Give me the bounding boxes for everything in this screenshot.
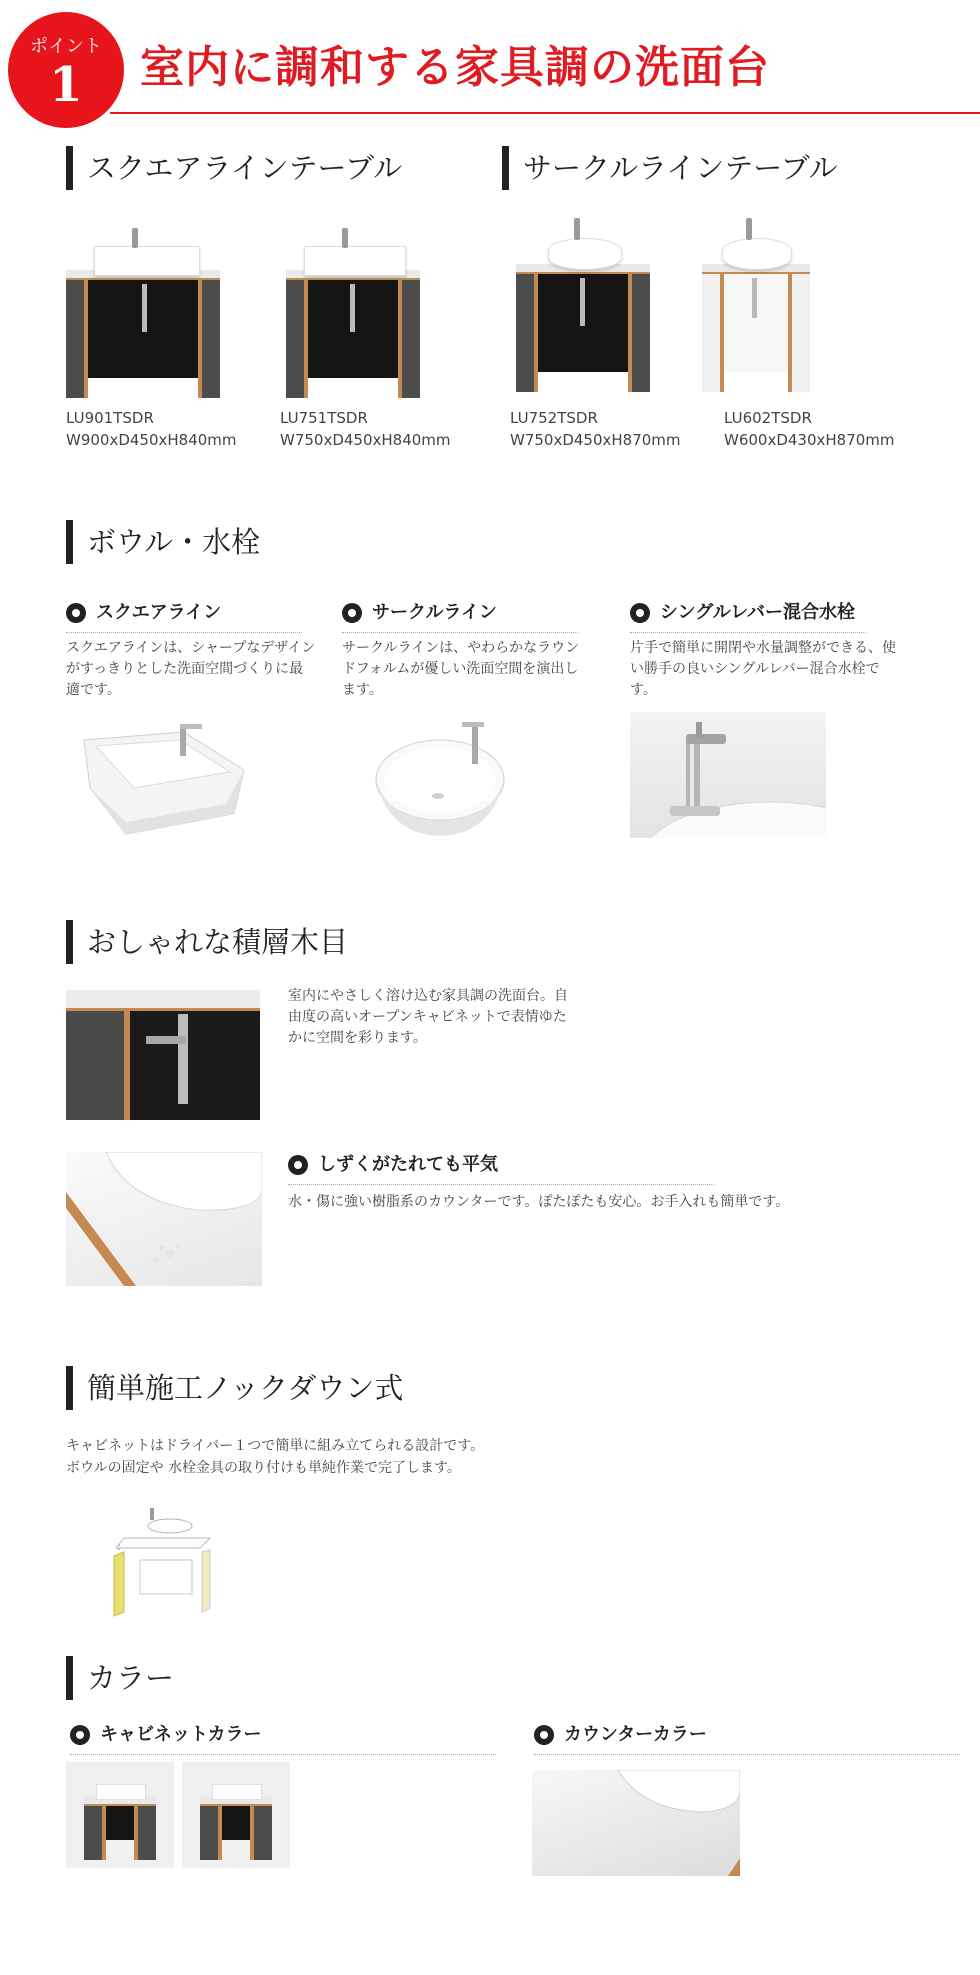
square-table-heading: スクエアラインテーブル xyxy=(66,146,402,190)
page-title: 室内に調和する家具調の洗面台 xyxy=(140,42,770,93)
bullet-icon xyxy=(66,603,86,623)
cabinet-color-swatch-1 xyxy=(66,1762,174,1868)
square-line-description: スクエアラインは、シャープなデザインがすっきりとした洗面空間づくりに最適です。 xyxy=(66,640,316,698)
drip-subheading xyxy=(288,1152,714,1185)
square-basin-photo xyxy=(76,718,252,842)
badge-label: ポイント xyxy=(30,36,102,57)
counter-color-swatch xyxy=(532,1770,740,1876)
header-divider xyxy=(110,112,980,114)
laminated-wood-heading: おしゃれな積層木目 xyxy=(66,920,348,964)
knockdown-line2: ボウルの固定や 水栓金具の取り付けも単純作業で完了します。 xyxy=(66,1460,461,1476)
product-size: W600xD430xH870mm xyxy=(724,431,895,449)
drip-description: 水・傷に強い樹脂系のカウンターです。ぽたぽたも安心。お手入れも簡単です。 xyxy=(288,1194,790,1210)
bullet-icon xyxy=(288,1155,308,1175)
square-line-subheading xyxy=(66,600,302,633)
bowl-faucet-heading: ボウル・水栓 xyxy=(66,520,260,564)
subheading-text: シングルレバー混合水栓 xyxy=(660,602,855,623)
bullet-icon xyxy=(342,603,362,623)
badge-number: 1 xyxy=(49,57,83,113)
bullet-icon xyxy=(630,603,650,623)
round-basin-image xyxy=(722,238,792,270)
wood-description: 室内にやさしく溶け込む家具調の洗面台。自由度の高いオープンキャビネットで表情ゆたかに空間を彩ります。 xyxy=(288,988,568,1046)
point-badge xyxy=(8,12,124,128)
product-size: W900xD450xH840mm xyxy=(66,431,237,449)
circle-table-heading: サークルラインテーブル xyxy=(502,146,838,190)
circle-line-subheading xyxy=(342,600,578,633)
bullet-icon xyxy=(70,1725,90,1745)
product-model: LU602TSDR xyxy=(724,409,812,427)
faucet-icon xyxy=(132,228,138,248)
bullet-icon xyxy=(534,1725,554,1745)
faucet-icon xyxy=(746,218,752,240)
square-basin-image xyxy=(94,246,200,276)
faucet-photo xyxy=(630,712,826,838)
round-basin-photo xyxy=(368,718,518,842)
round-basin-image xyxy=(548,238,622,270)
cabinet-color-swatch-2 xyxy=(182,1762,290,1868)
color-heading: カラー xyxy=(66,1656,174,1700)
single-lever-subheading xyxy=(630,600,866,633)
subheading-text: キャビネットカラー xyxy=(100,1724,262,1745)
subheading-text: サークルライン xyxy=(372,602,497,623)
circle-line-description: サークルラインは、やわらかなラウンドフォルムが優しい洗面空間を演出します。 xyxy=(342,640,580,698)
product-size: W750xD450xH870mm xyxy=(510,431,681,449)
counter-drip-photo xyxy=(66,1152,262,1286)
subheading-text: スクエアライン xyxy=(96,602,222,623)
counter-color-subheading xyxy=(534,1722,960,1755)
product-image-lu752 xyxy=(516,264,650,392)
single-lever-description: 片手で簡単に開閉や水量調整ができる、使い勝手の良いシングルレバー混合水栓です。 xyxy=(630,640,896,698)
square-basin-image xyxy=(304,246,406,276)
product-model: LU751TSDR xyxy=(280,409,368,427)
product-size: W750xD450xH840mm xyxy=(280,431,451,449)
wood-cabinet-photo xyxy=(66,990,260,1120)
assembly-diagram xyxy=(110,1500,220,1620)
knockdown-line1: キャビネットはドライバー１つで簡単に組み立てられる設計です。 xyxy=(66,1438,485,1454)
knockdown-heading: 簡単施工ノックダウン式 xyxy=(66,1366,403,1410)
faucet-icon xyxy=(574,218,580,240)
product-model: LU901TSDR xyxy=(66,409,154,427)
cabinet-color-subheading xyxy=(70,1722,496,1755)
product-image-lu751 xyxy=(286,270,420,398)
product-model: LU752TSDR xyxy=(510,409,598,427)
subheading-text: カウンターカラー xyxy=(564,1724,707,1745)
product-image-lu602 xyxy=(702,264,810,392)
faucet-icon xyxy=(342,228,348,248)
product-image-lu901 xyxy=(66,270,220,398)
subheading-text: しずくがたれても平気 xyxy=(318,1154,498,1175)
